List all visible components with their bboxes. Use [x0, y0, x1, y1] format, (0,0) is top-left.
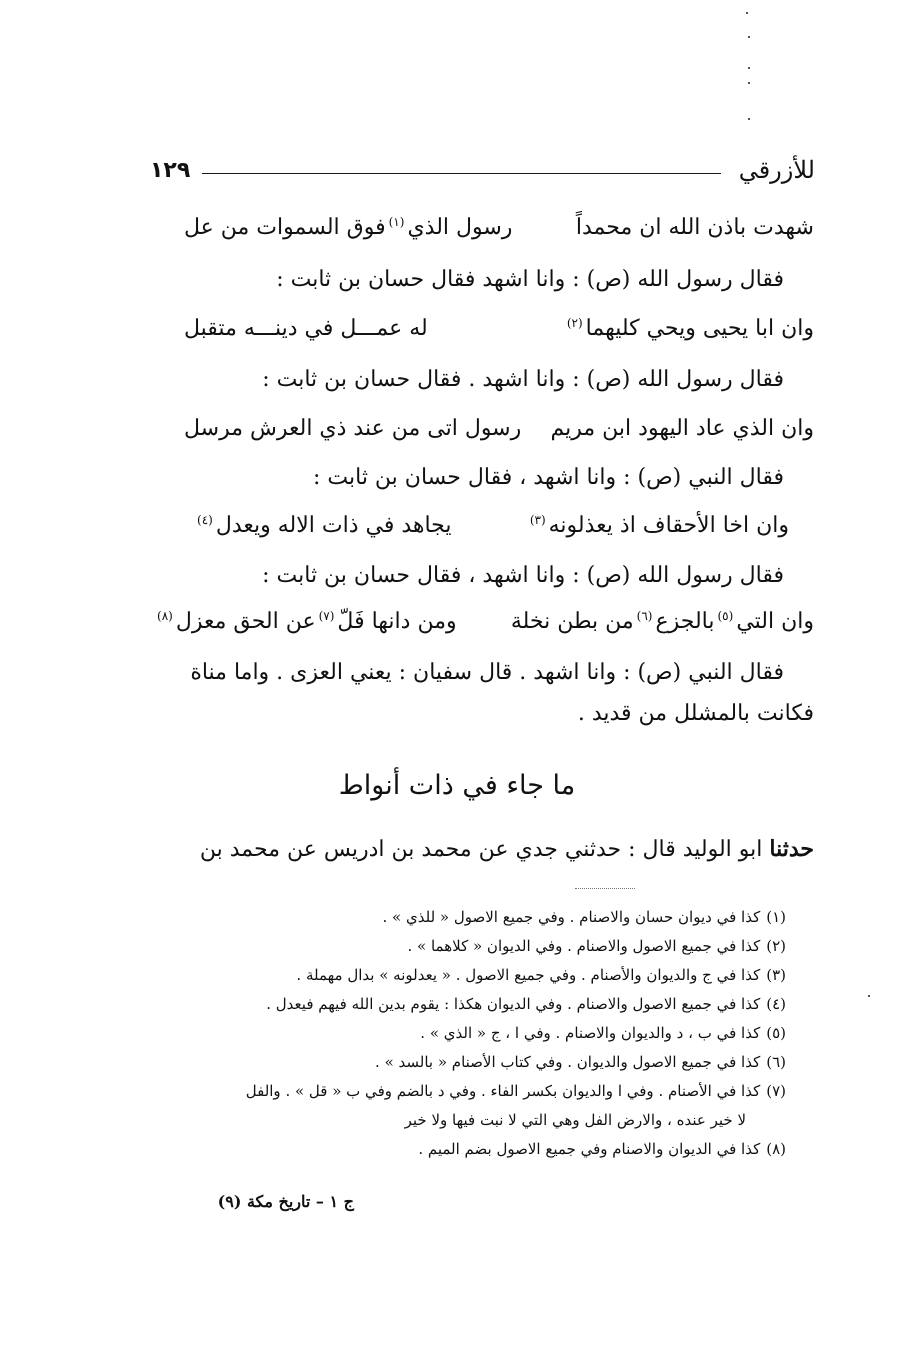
verse-text: وان اخا الأحقاف اذ يعذلونه	[548, 513, 789, 538]
verse-text: رسول الذي	[407, 215, 513, 240]
footnote-number: (١)	[766, 908, 786, 926]
verse-text: بالجزع	[655, 609, 715, 634]
scan-speck	[748, 118, 750, 120]
verse-line-1	[184, 212, 814, 244]
prose-line: فقال النبي (ص) : وانا اشهد . قال سفيان : يعني العزى . واما مناة	[190, 660, 784, 685]
scan-speck	[748, 67, 750, 69]
footnotes	[126, 903, 786, 1164]
prose-line: فقال رسول الله (ص) : وانا اشهد فقال حسان بن ثابت :	[276, 267, 784, 292]
verse-line-3	[184, 413, 814, 445]
isnad-opening: حدثنا	[769, 836, 814, 862]
verse-text: ومن دانها فَلّ	[337, 609, 457, 634]
footnote-text: كذا في جميع الاصول والاصنام . وفي الديوان « كلاهما » .	[407, 937, 761, 955]
footnote-ref[interactable]: (٦)	[636, 608, 653, 623]
prose-line: فكانت بالمشلل من قديد .	[577, 701, 814, 726]
footnote-text: كذا في ج والديوان والأصنام . وفي جميع الاصول . « يعدلونه » بدال مهملة .	[296, 966, 761, 984]
verse-hemistich: له عمـــل في دينـــه متقبل	[184, 316, 428, 341]
footnote-text: كذا في ديوان حسان والاصنام . وفي جميع الاصول « للذي » .	[382, 908, 761, 926]
verse-hemistich	[527, 510, 789, 542]
footnote-number: (٢)	[766, 937, 786, 955]
header-rule	[202, 173, 720, 174]
verse-hemistich	[564, 313, 814, 345]
verse-text: فوق السموات من عل	[184, 215, 386, 240]
verse-hemistich	[511, 606, 814, 638]
section-heading: ما جاء في ذات أنواط	[338, 770, 576, 801]
footnote-ref[interactable]: (٨)	[157, 608, 173, 623]
footnote-number: (٥)	[766, 1024, 786, 1042]
verse-hemistich: شهدت باذن الله ان محمداً	[575, 215, 814, 240]
isnad-text: ابو الوليد قال : حدثني جدي عن محمد بن ادريس عن محمد بن	[199, 837, 763, 862]
signature-mark: ج ١ – تاريخ مكة (٩)	[217, 1192, 354, 1211]
prose-line: فقال رسول الله (ص) : وانا اشهد ، فقال حسان بن ثابت :	[262, 563, 784, 588]
footnote-4	[126, 990, 786, 1019]
verse-text: وان التي	[736, 609, 814, 634]
verse-text: يجاهد في ذات الاله ويعدل	[215, 513, 452, 538]
scan-speck	[868, 995, 870, 997]
footnote-text: كذا في ب ، د والديوان والاصنام . وفي ا ، ج « الذي » .	[420, 1024, 761, 1042]
verse-line-5	[154, 606, 814, 638]
footnote-3	[126, 961, 786, 990]
footnote-5	[126, 1019, 786, 1048]
footnote-ref[interactable]: (٢)	[566, 315, 583, 330]
verse-hemistich: وان الذي عاد اليهود ابن مريم	[550, 416, 814, 441]
header-title: للأزرقي	[738, 156, 815, 184]
verse-hemistich: رسول اتى من عند ذي العرش مرسل	[184, 416, 522, 441]
running-header	[150, 150, 815, 190]
footnote-7	[126, 1077, 786, 1106]
footnote-6	[126, 1048, 786, 1077]
footnote-separator	[575, 888, 635, 889]
footnote-ref[interactable]: (٣)	[529, 512, 546, 527]
verse-text: من بطن نخلة	[510, 609, 634, 634]
verse-hemistich	[154, 606, 457, 638]
footnote-ref[interactable]: (١)	[388, 214, 405, 229]
verse-line-4	[194, 510, 789, 542]
footnote-ref[interactable]: (٥)	[717, 608, 734, 623]
verse-line-2	[184, 313, 814, 345]
prose-line: فقال النبي (ص) : وانا اشهد ، فقال حسان بن ثابت :	[312, 465, 784, 490]
footnote-number: (٦)	[766, 1053, 786, 1071]
verse-text: وان ابا يحيى ويحي كليهما	[585, 316, 814, 341]
footnote-ref[interactable]: (٤)	[197, 512, 213, 527]
footnote-number: (٨)	[766, 1140, 786, 1158]
footnote-2	[126, 932, 786, 961]
footnote-7-continuation	[126, 1106, 786, 1135]
scan-speck	[748, 82, 750, 84]
footnote-ref[interactable]: (٧)	[318, 608, 335, 623]
scan-speck	[746, 12, 748, 14]
footnote-number: (٣)	[766, 966, 786, 984]
footnote-text: كذا في جميع الاصول والديوان . وفي كتاب الأصنام « بالسد » .	[375, 1053, 761, 1071]
footnote-number: (٤)	[766, 995, 786, 1013]
footnote-1	[126, 903, 786, 932]
footnote-text: كذا في الديوان والاصنام وفي جميع الاصول بضم الميم .	[418, 1140, 761, 1158]
prose-line: فقال رسول الله (ص) : وانا اشهد . فقال حسان بن ثابت :	[262, 367, 784, 392]
scan-speck	[748, 36, 750, 38]
page-number: ١٢٩	[150, 157, 191, 183]
footnote-text: كذا في جميع الاصول والاصنام . وفي الديوان هكذا : يقوم بدين الله فيهم فيعدل .	[266, 995, 761, 1013]
footnote-number: (٧)	[766, 1082, 786, 1100]
verse-hemistich	[184, 212, 512, 244]
footnote-8	[126, 1135, 786, 1164]
isnad-line	[200, 833, 814, 866]
footnote-text: كذا في الأصنام . وفي ا والديوان بكسر الفاء . وفي د بالضم وفي ب « قل » . والفل	[245, 1082, 761, 1100]
footnote-text: لا خير عنده ، والارض الفل وهي التي لا نبت فيها ولا خير	[404, 1111, 746, 1129]
verse-text: عن الحق معزل	[175, 609, 316, 634]
verse-hemistich	[194, 510, 452, 542]
